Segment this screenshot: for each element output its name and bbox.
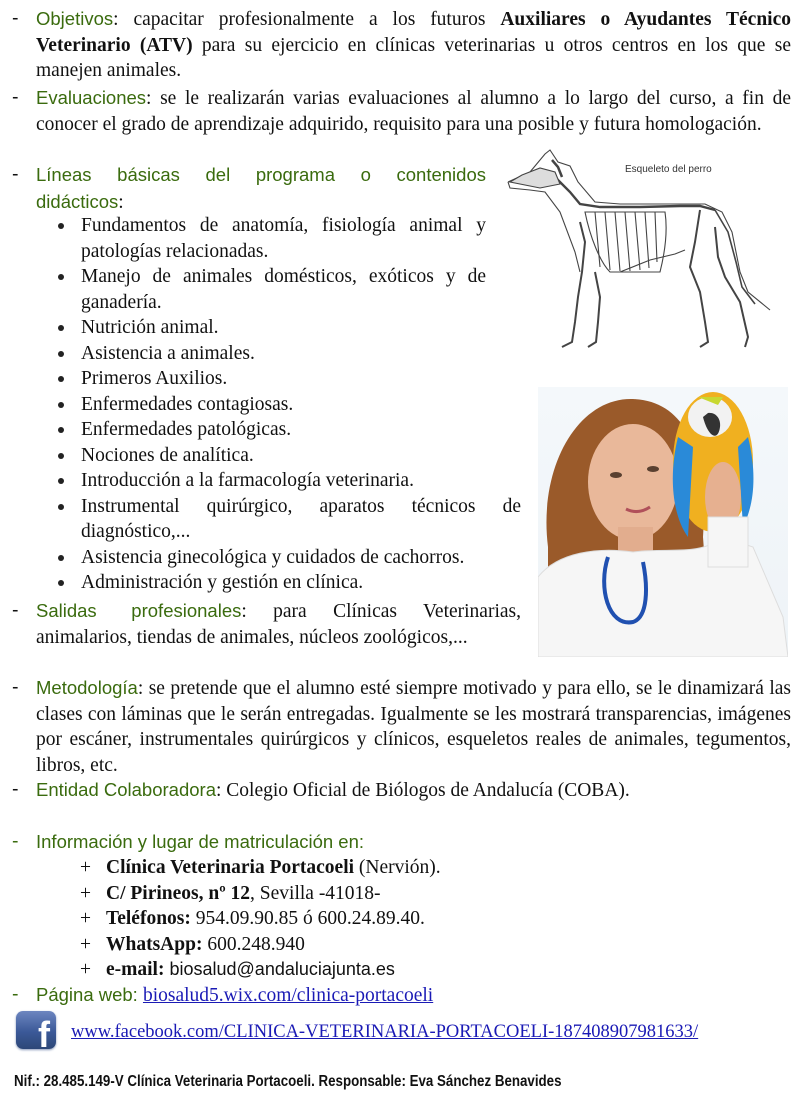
- bullet-dot-icon: [58, 504, 64, 510]
- heading-pagina-web: Página web:: [36, 984, 143, 1005]
- bullet-dot-icon: [58, 376, 64, 382]
- bold-atv: Auxiliares o Ayudantes Técnico Veterinario (ATV): [36, 9, 791, 56]
- bullet-dot-icon: [58, 325, 64, 331]
- dash-bullet: -: [12, 778, 19, 800]
- heading-objetivos: Objetivos: [36, 8, 114, 29]
- heading-entidad: Entidad Colaboradora: [36, 779, 216, 800]
- footer-nif: Nif.: 28.485.149-V Clínica Veterinaria Portacoeli. Responsable: Eva Sánchez Benavides: [14, 1073, 562, 1090]
- heading-lineas: Líneas básicas del programa o contenidos didácticos: [36, 164, 486, 212]
- bullet-dot-icon: [58, 580, 64, 586]
- list-item: Manejo de animales domésticos, exóticos y de ganadería.: [58, 264, 486, 315]
- dog-skeleton-image: [500, 142, 790, 364]
- heading-metodologia: Metodología: [36, 677, 138, 698]
- bullet-dot-icon: [58, 223, 64, 229]
- dash-bullet: -: [12, 830, 19, 852]
- contact-row-clinic: + Clínica Veterinaria Portacoeli (Nervión).: [80, 857, 441, 878]
- list-item: Introducción a la farmacología veterinaria.: [58, 468, 521, 494]
- contact-row-phones: + Teléfonos: 954.09.90.85 ó 600.24.89.40.: [80, 908, 425, 930]
- dash-bullet: -: [12, 7, 19, 29]
- facebook-link[interactable]: www.facebook.com/CLINICA-VETERINARIA-PORTACOELI-187408907981633/: [71, 1022, 699, 1042]
- dash-bullet: -: [12, 676, 19, 698]
- list-item: Asistencia a animales.: [58, 341, 521, 367]
- heading-informacion: Información y lugar de matriculación en:: [36, 831, 365, 852]
- bullet-dot-icon: [58, 453, 64, 459]
- list-item: Enfermedades patológicas.: [58, 417, 521, 443]
- list-item: Enfermedades contagiosas.: [58, 392, 521, 418]
- dash-bullet: -: [12, 86, 19, 108]
- list-item: Nutrición animal.: [58, 315, 521, 341]
- bullet-dot-icon: [58, 478, 64, 484]
- website-link[interactable]: biosalud5.wix.com/clinica-portacoeli: [142, 985, 434, 1006]
- contact-row-email: + e-mail: biosalud@andaluciajunta.es: [80, 959, 395, 981]
- bullet-dot-icon: [58, 427, 64, 433]
- list-item: Asistencia ginecológica y cuidados de cachorros.: [58, 545, 521, 571]
- heading-salidas: Salidas profesionales: [36, 600, 242, 621]
- dash-bullet: -: [12, 983, 19, 1005]
- list-item: Primeros Auxilios.: [58, 366, 521, 392]
- list-item: Instrumental quirúrgico, aparatos técnicos de diagnóstico,...: [58, 494, 521, 545]
- contact-row-whatsapp: + WhatsApp: 600.248.940: [80, 933, 305, 955]
- vet-parrot-illustration: [538, 387, 788, 657]
- heading-evaluaciones: Evaluaciones: [36, 87, 147, 108]
- facebook-icon[interactable]: f: [16, 1011, 56, 1049]
- list-item: Administración y gestión en clínica.: [58, 570, 521, 596]
- bullet-dot-icon: [58, 555, 64, 561]
- bullet-dot-icon: [58, 351, 64, 357]
- dog-skeleton-caption: Esqueleto del perro: [625, 164, 712, 175]
- contact-list: [0, 855, 800, 985]
- contenidos-list: [58, 213, 521, 596]
- list-item: Nociones de analítica.: [58, 443, 521, 469]
- facebook-row: [71, 1019, 698, 1046]
- document-page: - Objetivos: capacitar profesionalmente a los futuros Auxiliares o Ayudantes Técnico Veterinario (ATV) para su ejercicio en clínicas veterinarias u otros centros en los que se manejen animales. - Evaluaciones: se le realizarán varias evaluaciones al alumno a lo largo del curso, a fin de conocer el grado de aprendizaje adquirido, requisito para una posible y futura homologación. - Líneas básicas del programa o contenidos didácticos: Fundamentos de anatomía, fisiología animal y patologías relacionadas. Manejo de animales domésticos, exóticos y de ganadería. Nutrición animal. Asistencia a animales. Primeros Auxilios. Enfermedades contagiosas. Enfermedades patológicas. Nociones de analítica. Introducción a la farmacología veterinaria. Instrumental quirúrgico, aparatos técnicos de diagnóstico,... Asistencia ginecológica y cuidados de cachorros. Administración y gestión en clínica. - Salidas profesionales: para Clínicas Veterinarias, animalarios, tiendas de animales, núcleos zoológicos,... - Metodología: se pretende que el alumno esté siempre motivado y para ello, se le dinamizará las clases con láminas que le serán entregadas. Igualmente se les mostrará transparencias, imágenes por escáner, instrumentales quirúrgicos y clínicos, esqueletos reales de animales, tegumentos, libros, etc. - Entidad Colaboradora: Colegio Oficial de Biólogos de Andalucía (COBA). - Información y lugar de matriculación en: + Clínica Veterinaria Portacoeli (Nervión). + C/ Pirineos, nº 12, Sevilla -41018- + Teléfonos: 954.09.90.85 ó 600.24.89.40. + WhatsApp: 600.248.940 + e-mail: biosalud@andaluciajunta.es - Página web: biosalud5.wix.com/clinica-portacoeli f www.facebook.com/CLINICA-VETERINARIA-PORTACOELI-187408907981633/ Nif.: 28.485.149-V Clínica Veterinaria Portacoeli. Responsable: Eva Sánchez Benavides Esqueleto del perro: [0, 0, 800, 1095]
- bullet-dot-icon: [58, 274, 64, 280]
- dog-skeleton-illustration: [500, 142, 790, 364]
- bullet-dot-icon: [58, 402, 64, 408]
- dash-bullet: -: [12, 163, 19, 185]
- contact-row-address: + C/ Pirineos, nº 12, Sevilla -41018-: [80, 882, 381, 904]
- vet-with-parrot-photo: [538, 387, 788, 657]
- dash-bullet: -: [12, 599, 19, 621]
- list-item: Fundamentos de anatomía, fisiología animal y patologías relacionadas.: [58, 213, 486, 264]
